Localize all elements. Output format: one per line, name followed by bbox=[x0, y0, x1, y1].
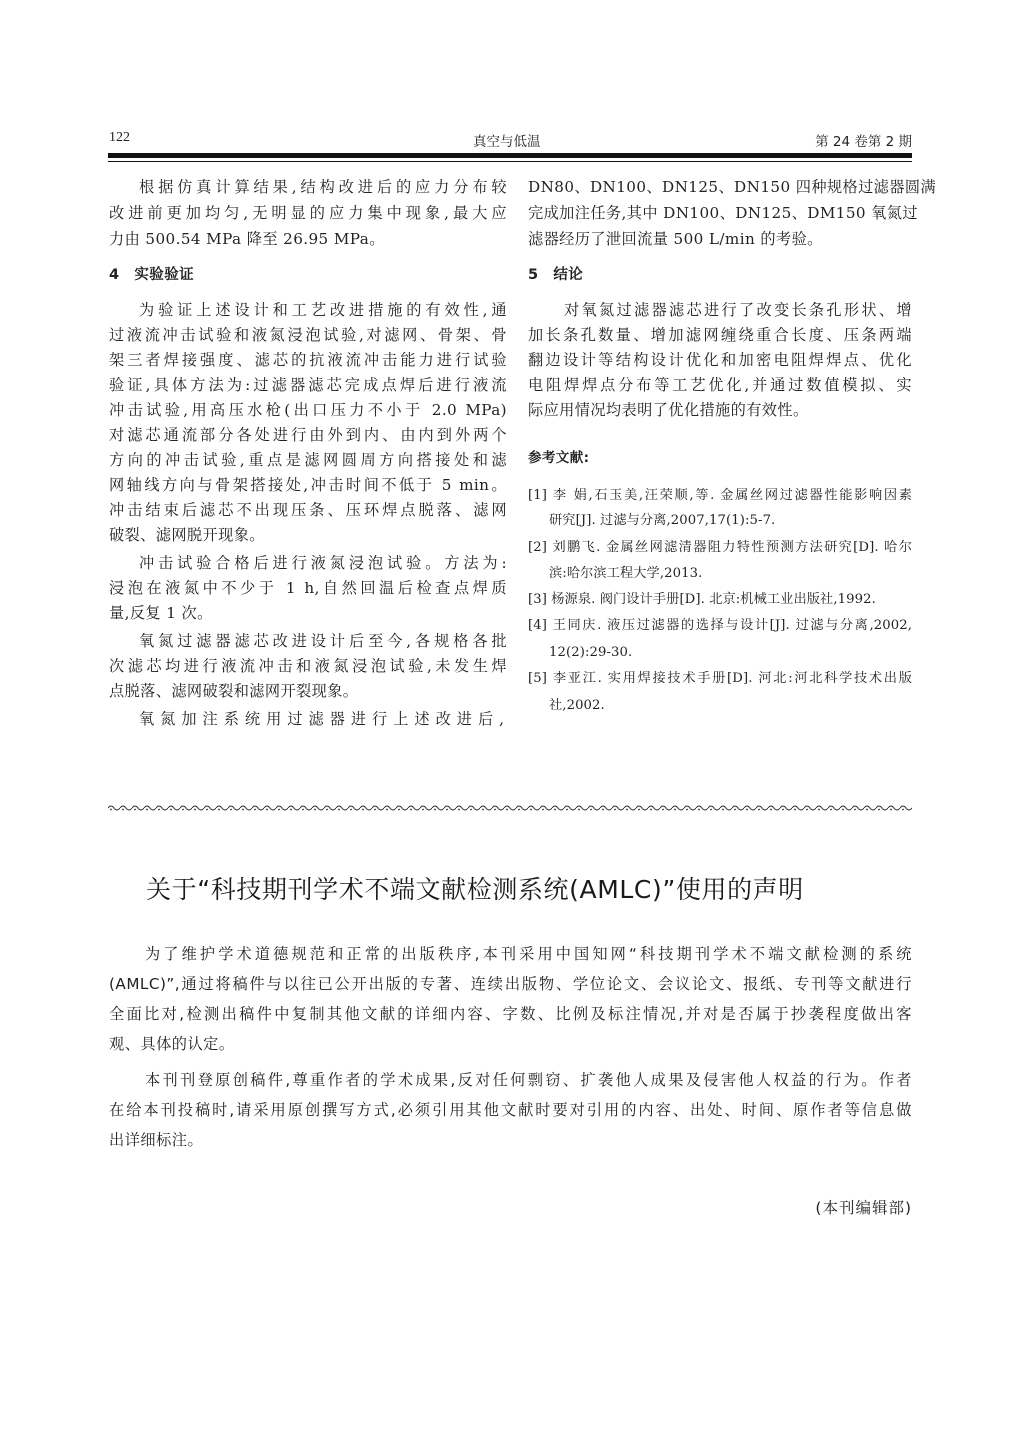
reference-item-cont: 滨:哈尔滨工程大学,2013. bbox=[549, 566, 703, 581]
editorial-signature: (本刊编辑部) bbox=[815, 1199, 912, 1217]
paragraph-line: 方向的冲击试验,重点是滤网圆周方向搭接处和滤 bbox=[109, 451, 507, 469]
wave-divider-icon bbox=[108, 803, 912, 813]
paragraph-line: 加长条孔数量、增加滤网缠绕重合长度、压条两端 bbox=[528, 326, 912, 344]
notice-line: 本刊刊登原创稿件,尊重作者的学术成果,反对任何剽窃、扩袭他人成果及侵害他人权益的行为。作者 bbox=[145, 1071, 912, 1089]
paragraph-line: 电阻焊焊点分布等工艺优化,并通过数值模拟、实 bbox=[528, 376, 912, 394]
reference-item-cont: 研究[J]. 过滤与分离,2007,17(1):5-7. bbox=[549, 513, 776, 528]
reference-item: [5] 李亚江. 实用焊接技术手册[D]. 河北:河北科学技术出版 bbox=[528, 671, 912, 686]
paragraph-line: 改进前更加均匀,无明显的应力集中现象,最大应 bbox=[109, 204, 507, 222]
issue-label: 第 24 卷第 2 期 bbox=[815, 134, 912, 150]
paragraph-line: 次滤芯均进行液流冲击和液氮浸泡试验,未发生焊 bbox=[109, 657, 507, 675]
journal-name: 真空与低温 bbox=[473, 134, 541, 150]
header-rule-thick bbox=[108, 153, 912, 158]
notice-line: 为了维护学术道德规范和正常的出版秩序,本刊采用中国知网“科技期刊学术不端文献检测的系统 bbox=[145, 945, 912, 963]
paragraph-line: 力由 500.54 MPa 降至 26.95 MPa。 bbox=[109, 230, 385, 248]
section-heading-4: 4 实验验证 bbox=[109, 267, 194, 283]
paragraph-line: 冲击试验合格后进行液氮浸泡试验。方法为: bbox=[139, 554, 507, 572]
reference-item: [4] 王同庆. 液压过滤器的选择与设计[J]. 过滤与分离,2002, bbox=[528, 618, 912, 633]
paragraph-line: 完成加注任务,其中 DN100、DN125、DM150 氧氮过 bbox=[528, 204, 918, 222]
paragraph-line: 点脱落、滤网破裂和滤网开裂现象。 bbox=[109, 682, 359, 700]
paragraph-line: 氧氮加注系统用过滤器进行上述改进后, bbox=[139, 710, 507, 728]
paragraph-line: 架三者焊接强度、滤芯的抗液流冲击能力进行试验 bbox=[109, 351, 507, 369]
page-number: 122 bbox=[109, 130, 130, 145]
reference-item-cont: 社,2002. bbox=[549, 698, 605, 713]
paragraph-line: 网轴线方向与骨架搭接处,冲击时间不低于 5 min。 bbox=[109, 476, 507, 494]
section-heading-5: 5 结论 bbox=[528, 267, 584, 283]
paragraph-line: 滤器经历了泄回流量 500 L/min 的考验。 bbox=[528, 230, 823, 248]
paragraph-line: 验证,具体方法为:过滤器滤芯完成点焊后进行液流 bbox=[109, 376, 507, 394]
notice-line: 观、具体的认定。 bbox=[109, 1035, 235, 1053]
reference-item: [3] 杨源泉. 阀门设计手册[D]. 北京:机械工业出版社,1992. bbox=[528, 592, 876, 607]
notice-line: 全面比对,检测出稿件中复制其他文献的详细内容、字数、比例及标注情况,并对是否属于抄袭程度做出客 bbox=[109, 1005, 912, 1023]
paragraph-line: 对滤芯通流部分各处进行由外到内、由内到外两个 bbox=[109, 426, 507, 444]
paragraph-line: 为验证上述设计和工艺改进措施的有效性,通 bbox=[139, 301, 507, 319]
paragraph-line: 冲击结束后滤芯不出现压条、压环焊点脱落、滤网 bbox=[109, 501, 507, 519]
reference-item: [2] 刘鹏飞. 金属丝网滤清器阻力特性预测方法研究[D]. 哈尔 bbox=[528, 540, 912, 555]
paragraph-line: 氧氮过滤器滤芯改进设计后至今,各规格各批 bbox=[139, 632, 507, 650]
references-heading: 参考文献: bbox=[528, 450, 590, 466]
notice-line: (AMLC)”,通过将稿件与以往已公开出版的专著、连续出版物、学位论文、会议论文、报纸、专刊等文献进行 bbox=[109, 975, 912, 993]
reference-item-cont: 12(2):29-30. bbox=[549, 645, 633, 660]
reference-item: [1] 李 娟,石玉美,汪荣顺,等. 金属丝网过滤器性能影响因素 bbox=[528, 488, 912, 503]
paragraph-line: 冲击试验,用高压水枪(出口压力不小于 2.0 MPa) bbox=[109, 401, 507, 419]
notice-line: 在给本刊投稿时,请采用原创撰写方式,必须引用其他文献时要对引用的内容、出处、时间、原作者等信息做 bbox=[109, 1101, 912, 1119]
paragraph-line: 际应用情况均表明了优化措施的有效性。 bbox=[528, 401, 809, 419]
paragraph-line: 根据仿真计算结果,结构改进后的应力分布较 bbox=[139, 178, 507, 196]
paragraph-line: 翻边设计等结构设计优化和加密电阻焊焊点、优化 bbox=[528, 351, 912, 369]
paragraph-line: 量,反复 1 次。 bbox=[109, 604, 213, 622]
notice-line: 出详细标注。 bbox=[109, 1131, 204, 1149]
header-rule-thin bbox=[108, 161, 912, 162]
notice-title: 关于“科技期刊学术不端文献检测系统(AMLC)”使用的声明 bbox=[146, 875, 804, 904]
paragraph-line: 对氧氮过滤器滤芯进行了改变长条孔形状、增 bbox=[564, 301, 912, 319]
paragraph-line: 破裂、滤网脱开现象。 bbox=[109, 526, 265, 544]
paragraph-line: DN80、DN100、DN125、DN150 四种规格过滤器圆满 bbox=[528, 178, 937, 196]
paragraph-line: 浸泡在液氮中不少于 1 h,自然回温后检查点焊质 bbox=[109, 579, 507, 597]
paragraph-line: 过液流冲击试验和液氮浸泡试验,对滤网、骨架、骨 bbox=[109, 326, 507, 344]
